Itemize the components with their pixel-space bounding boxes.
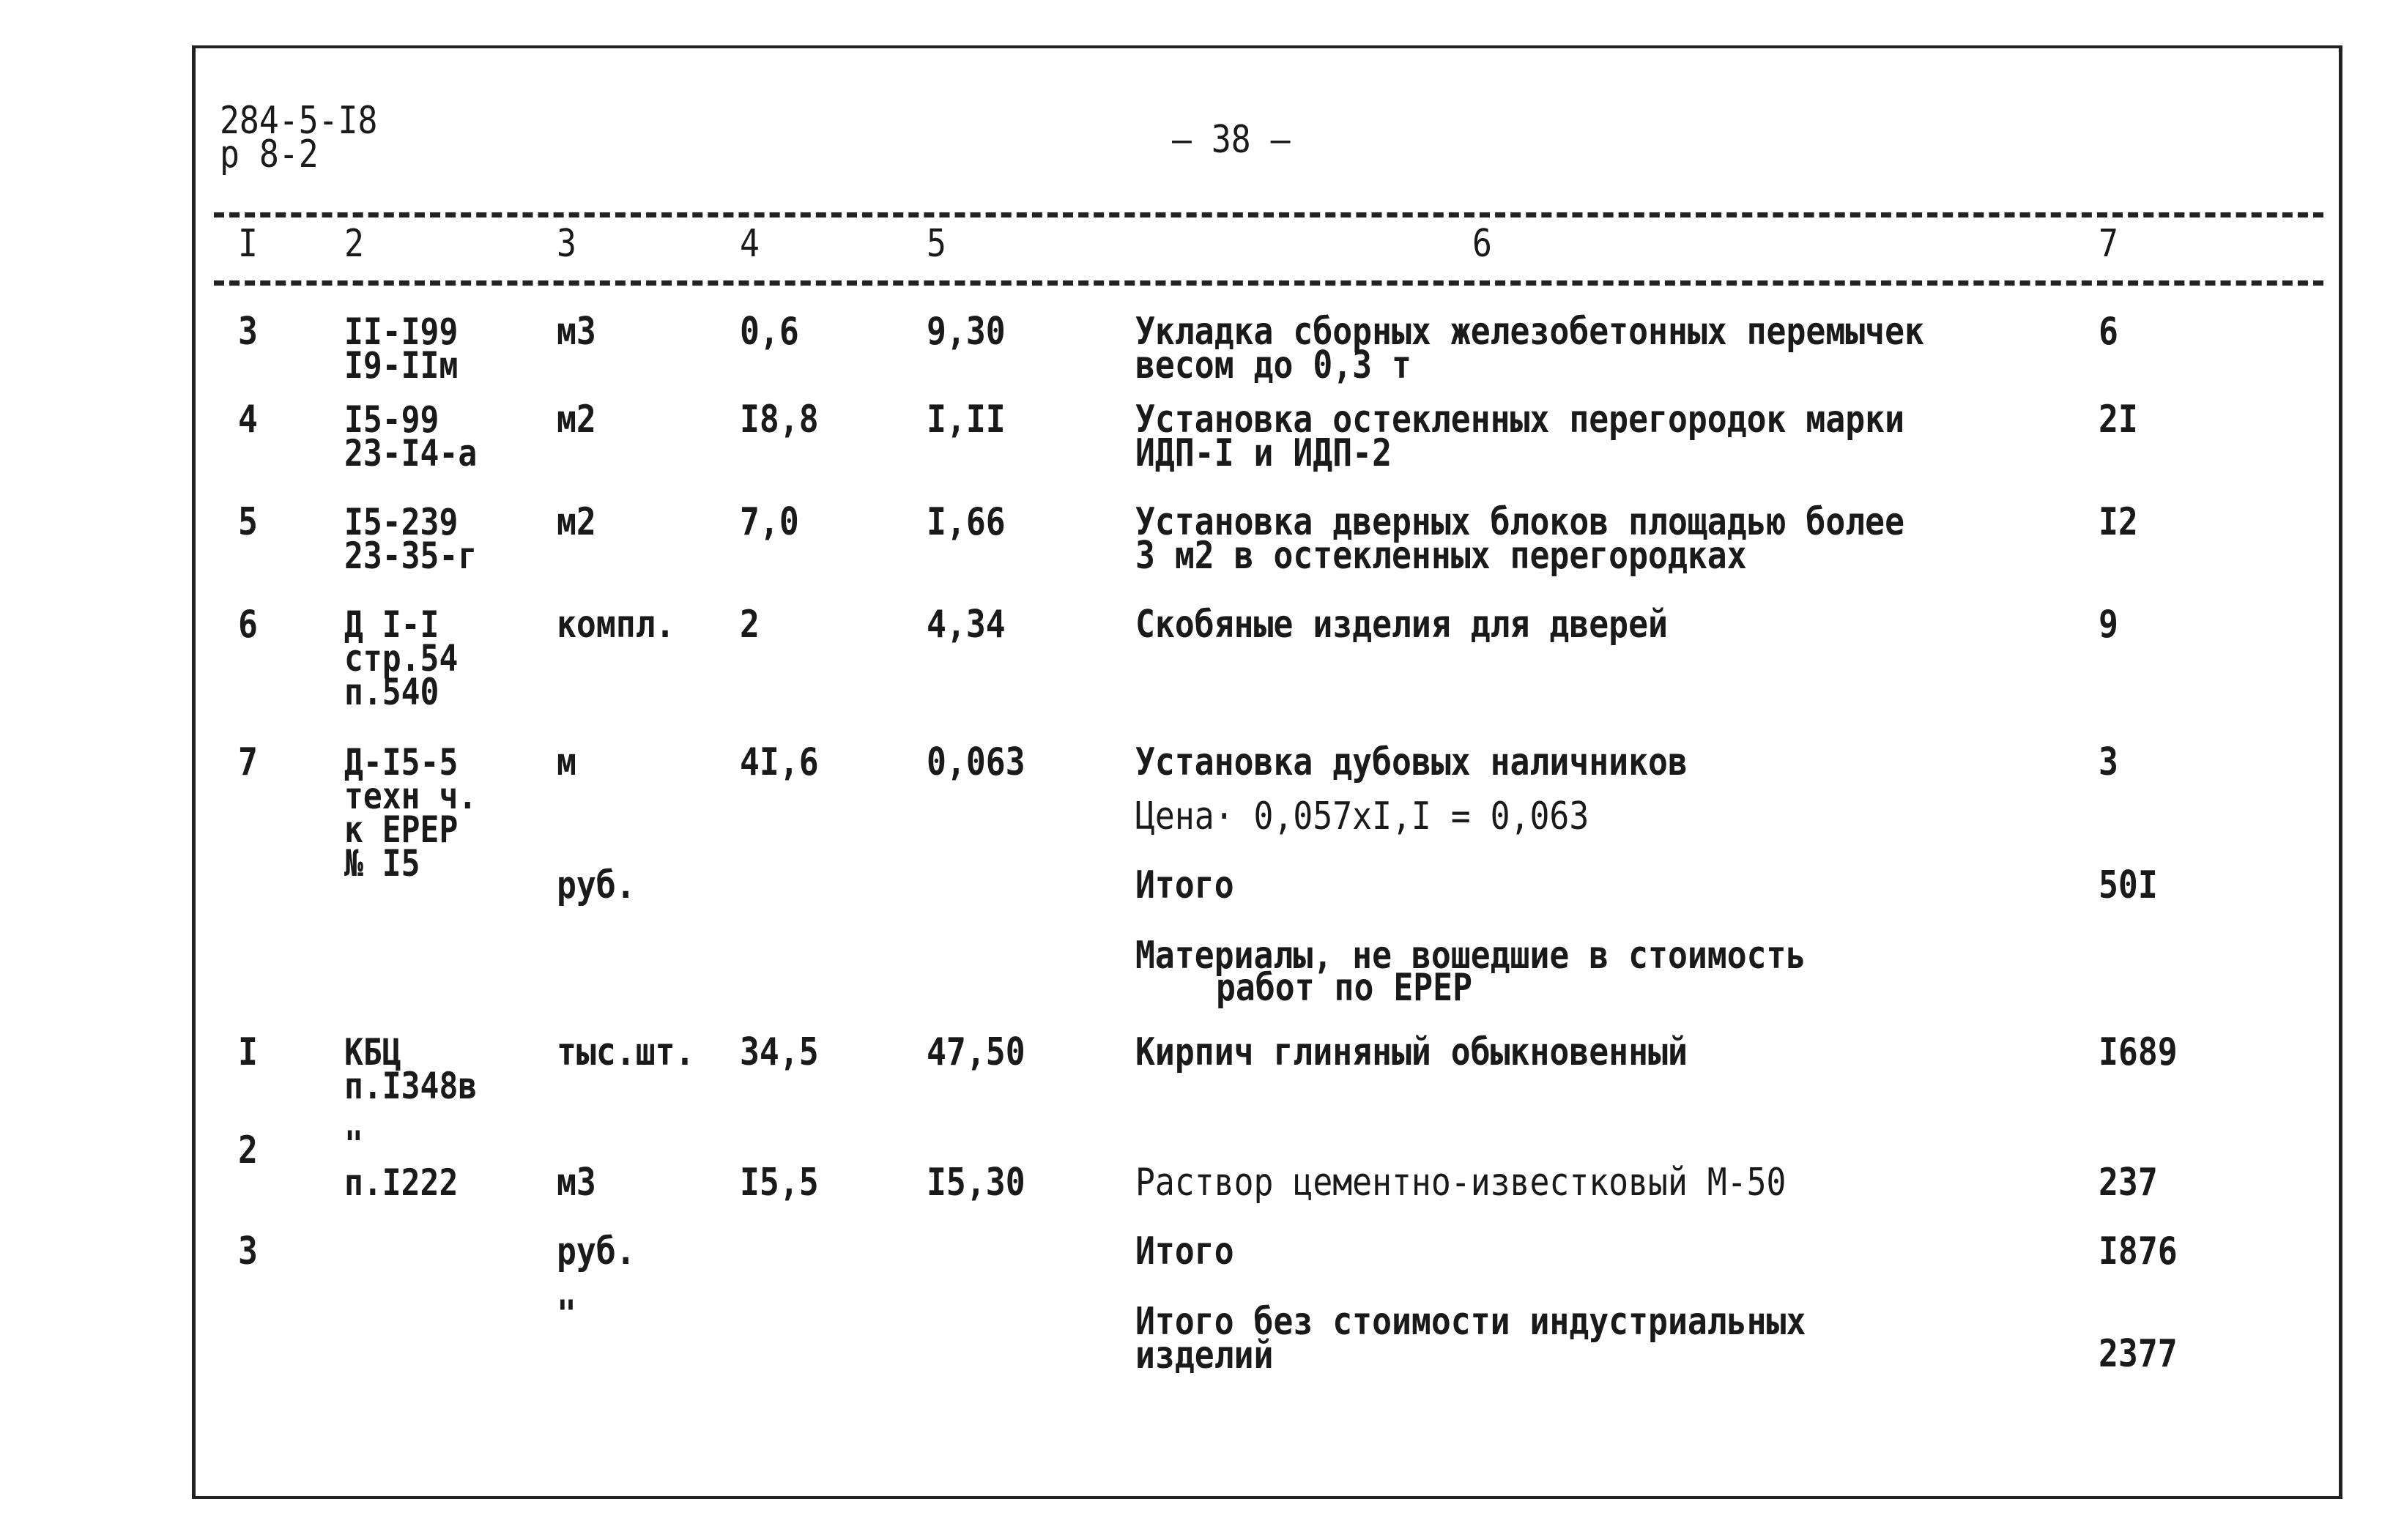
quantity: I5,5 (740, 1161, 819, 1205)
row-number: 4 (238, 398, 258, 442)
norm-code: техн ч. (344, 775, 478, 817)
quantity: I8,8 (740, 398, 819, 442)
row-number: 6 (238, 603, 258, 647)
description: Скобяные изделия для дверей (1135, 603, 1668, 647)
unit-price: I,II (927, 398, 1006, 442)
norm-code: п.I348в (344, 1065, 478, 1107)
description: Установка остекленных перегородок марки (1135, 398, 1905, 442)
materials-heading: Материалы, не вошедшие в стоимость (1135, 934, 1806, 978)
subtotal-value: I876 (2099, 1230, 2178, 1273)
norm-code: I5-99 (344, 398, 439, 441)
description: Установка дубовых наличников (1135, 740, 1688, 784)
doc-section: р 8-2 (220, 133, 319, 176)
col-header-1: I (238, 222, 258, 266)
subtotal-label: Итого (1135, 1230, 1234, 1273)
col-header-4: 4 (740, 222, 760, 266)
norm-code: п.540 (344, 671, 439, 713)
unit: компл. (557, 603, 675, 647)
quantity: 7,0 (740, 500, 799, 544)
unit: м (557, 740, 576, 784)
description: Укладка сборных железобетонных перемычек (1135, 310, 1924, 354)
total-cost: 3 (2099, 740, 2118, 784)
quantity: 4I,6 (740, 740, 819, 784)
unit: м2 (557, 398, 596, 442)
price-note: Цена· 0,057хI,I = 0,063 (1135, 795, 1589, 838)
ditto-mark: " (557, 1292, 576, 1336)
total-cost: I2 (2099, 500, 2138, 544)
col-header-5: 5 (927, 222, 946, 266)
subtotal-unit: руб. (557, 863, 636, 907)
total-cost: I689 (2099, 1030, 2178, 1074)
total-cost: 6 (2099, 310, 2118, 354)
norm-code: Д I-I (344, 603, 439, 646)
subtotal-value: 50I (2099, 863, 2158, 907)
quantity: 0,6 (740, 310, 799, 354)
unit: м2 (557, 500, 596, 544)
unit-price: 47,50 (927, 1030, 1025, 1074)
subtotal-label: Итого (1135, 863, 1234, 907)
unit-price: I5,30 (927, 1161, 1025, 1205)
unit: м3 (557, 310, 596, 354)
norm-code: I5-239 (344, 501, 459, 543)
description: Раствор цементно-известковый М-50 (1135, 1161, 1787, 1205)
materials-heading: работ по ЕРЕР (1216, 966, 1473, 1010)
row-number: 5 (238, 500, 258, 544)
final-label: Итого без стоимости индустриальных (1135, 1300, 1806, 1344)
norm-code: II-I99 (344, 310, 459, 353)
row-number: 7 (238, 740, 258, 784)
col-header-2: 2 (344, 222, 364, 266)
final-label: изделий (1135, 1333, 1274, 1377)
norm-code: КБЦ (344, 1031, 401, 1074)
description: весом до 0,3 т (1135, 343, 1411, 387)
unit-price: 4,34 (927, 603, 1006, 647)
unit-price: 9,30 (927, 310, 1006, 354)
col-header-3: 3 (557, 222, 576, 266)
row-number: 2 (238, 1128, 258, 1172)
norm-code: I9-IIм (344, 344, 459, 387)
col-header-6: 6 (1472, 222, 1492, 266)
total-cost: 237 (2099, 1161, 2158, 1205)
description: 3 м2 в остекленных перегородках (1135, 534, 1747, 578)
unit: м3 (557, 1161, 596, 1205)
description: Установка дверных блоков площадью более (1135, 500, 1905, 544)
quantity: 2 (740, 603, 760, 647)
ditto-mark: " (344, 1123, 363, 1166)
description: ИДП-I и ИДП-2 (1135, 431, 1392, 475)
norm-code: стр.54 (344, 637, 459, 680)
row-number: 3 (238, 310, 258, 354)
total-cost: 2I (2099, 398, 2138, 442)
norm-code: п.I222 (344, 1161, 459, 1204)
unit-price: 0,063 (927, 740, 1025, 784)
norm-code: 23-I4-а (344, 432, 478, 475)
page-number: — 38 — (1172, 118, 1291, 162)
row-number: 3 (238, 1230, 258, 1273)
divider-header (214, 280, 2323, 286)
norm-code: 23-35-г (344, 535, 478, 577)
quantity: 34,5 (740, 1030, 819, 1074)
unit-price: I,66 (927, 500, 1006, 544)
unit: тыс.шт. (557, 1030, 695, 1074)
row-number: I (238, 1030, 258, 1074)
col-header-7: 7 (2099, 222, 2118, 266)
norm-code: № I5 (344, 842, 420, 885)
description: Кирпич глиняный обыкновенный (1135, 1030, 1688, 1074)
total-cost: 9 (2099, 603, 2118, 647)
subtotal-unit: руб. (557, 1230, 636, 1273)
norm-code: Д-I5-5 (344, 741, 459, 784)
final-total: 2377 (2099, 1332, 2178, 1376)
doc-code: 284-5-I8 (220, 99, 378, 143)
norm-code: к ЕРЕР (344, 808, 459, 851)
divider-top (214, 212, 2323, 217)
